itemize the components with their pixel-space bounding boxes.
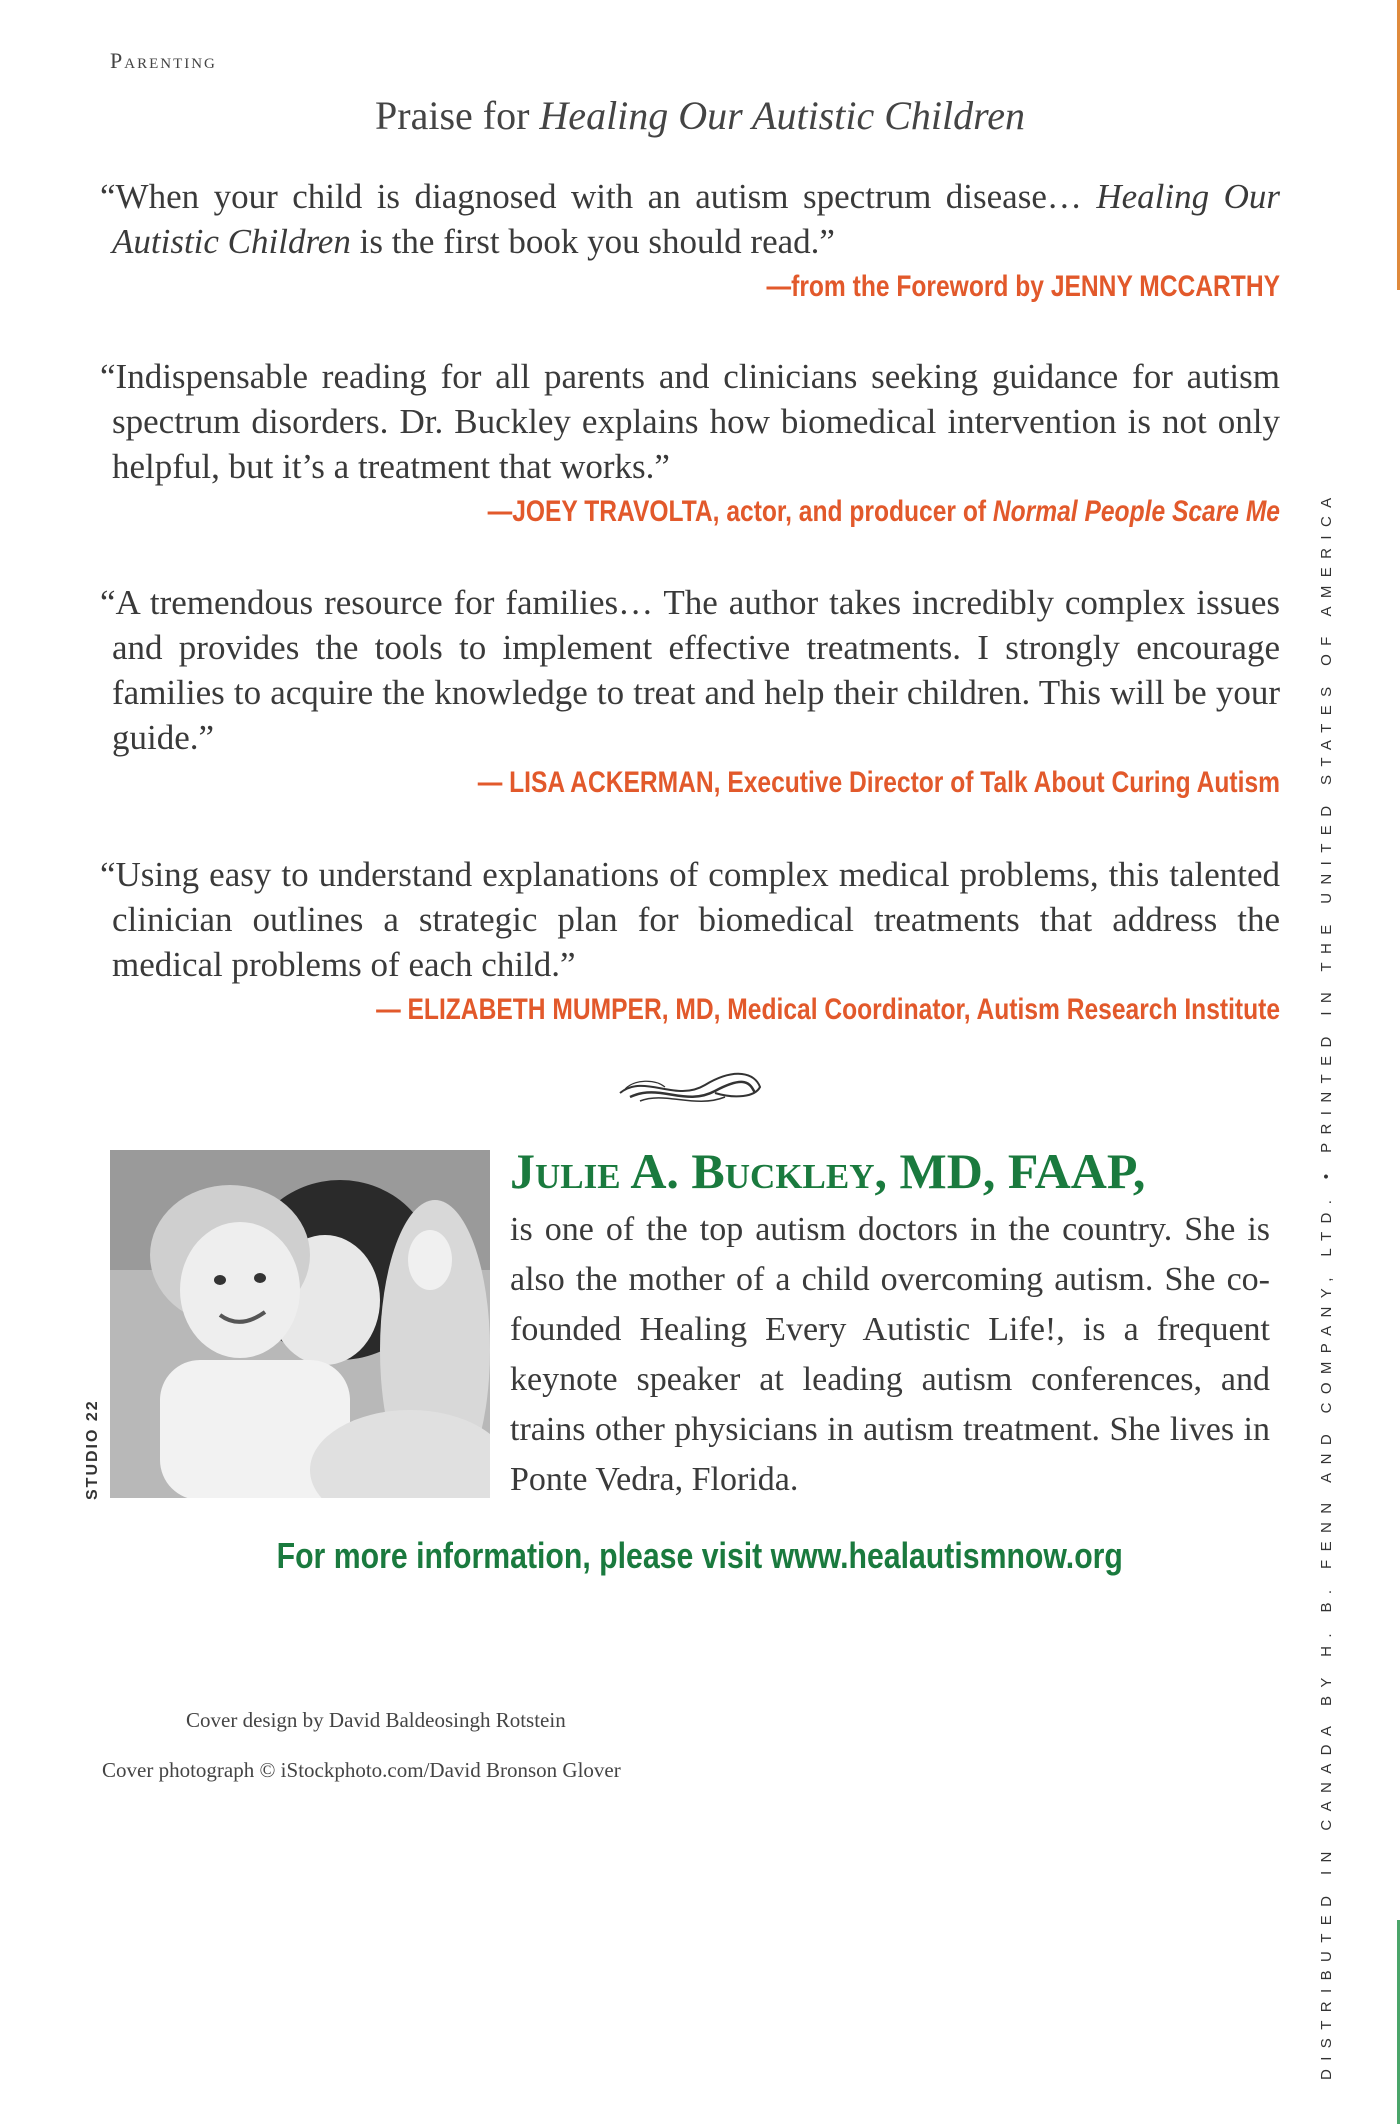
distribution-notice: DISTRIBUTED IN CANADA BY H. B. FENN AND COMPANY, LTD. • PRINTED IN THE UNITED STATES OF AMERICA [1318,489,1335,2080]
cover-photograph-credit: Cover photograph © iStockphoto.com/David Bronson Glover [102,1758,621,1782]
more-info-link[interactable] [0,1535,1400,1577]
quote-1-text-after: is the first book you should read.” [350,222,835,261]
praise-heading [0,92,1400,139]
category-label: Parenting [110,48,217,73]
quote-1 [100,174,1280,310]
quote-3-text: “A tremendous resource for families… The author takes incredibly complex issues and provides the tools to implement effective treatments. I strongly encourage families to acquire the knowledge to treat and help their children. This will be your guide.” [100,583,1280,757]
quote-3 [100,580,1280,806]
author-bio: is one of the top autism doctors in the country. She is also the mother of a child overcoming autism. She co-founded Healing Every Autistic Life!, is a frequent keynote speaker at leading autism conferences, and trains other physicians in autism treatment. She lives in Ponte Vedra, Florida. [510,1211,1270,1498]
quote-2 [100,354,1280,535]
quote-2-attribution [312,489,1280,535]
cover-design-credit: Cover design by David Baldeosingh Rotstein [186,1708,566,1732]
quote-4 [100,852,1280,1033]
quote-3-attribution: — LISA ACKERMAN, Executive Director of Talk About Curing Autism [477,766,1280,799]
author-name: Julie A. Buckley, MD, FAAP, [510,1143,1146,1199]
quote-2-attribution-title: Normal People Scare Me [992,495,1280,528]
photo-credit: STUDIO 22 [84,1399,101,1500]
quote-1-text [100,174,1280,264]
more-info-text: For more information, please visit www.healautismnow.org [276,1535,1124,1576]
flourish-ornament-icon [615,1063,765,1115]
quote-2-attribution-name: —JOEY TRAVOLTA, actor, and producer of [487,495,993,528]
quote-1-attribution: —from the Foreword by JENNY MCCARTHY [766,270,1280,303]
praise-book-title: Healing Our Autistic Children [539,93,1025,138]
quote-1-book-title: Healing Our Autistic Children [112,177,1281,261]
quote-1-text-before: “When your child is diagnosed with an autism spectrum disease… [100,177,1097,216]
author-photo-illustration [110,1150,490,1498]
praise-prefix: Praise for [375,93,540,138]
quote-4-attribution: — ELIZABETH MUMPER, MD, Medical Coordinator, Autism Research Institute [376,993,1281,1026]
author-photo [110,1150,490,1498]
quote-2-text: “Indispensable reading for all parents and clinicians seeking guidance for autism spectrum disorders. Dr. Buckley explains how biomedical intervention is not only helpful, but it’s a treatment that works.” [100,357,1280,486]
quote-4-text: “Using easy to understand explanations of complex medical problems, this talented clinician outlines a strategic plan for biomedical treatments that address the medical problems of each child.” [100,855,1280,984]
